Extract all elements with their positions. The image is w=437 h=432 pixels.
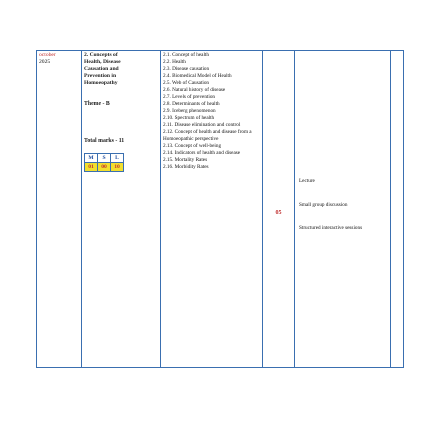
total-marks-label: Total marks - 11 [84,138,125,144]
list-item: 2.8. Determinants of health [163,101,220,107]
msl-value-s: 00 [98,163,111,172]
msl-value-l: 10 [111,163,124,172]
method-structured-sessions: Structured interactive sessions [299,225,363,231]
year-label: 2025 [39,59,51,65]
topic-line: Causation and [84,66,119,72]
list-item: 2.10. Spectrum of health [163,115,215,121]
list-item: 2.2. Health [163,59,186,65]
list-item: 2.1. Concept of health [163,52,209,58]
list-item: 2.6. Natural history of disease [163,87,226,93]
list-item: 2.15. Mortality Rates [163,156,208,163]
blank-cell [391,51,404,368]
theme-label: Theme - B [84,101,110,107]
list-item: 2.9. Iceberg phenomenon [163,108,216,114]
subtopic-list [163,52,260,170]
topic-line: Prevention in [84,73,117,79]
list-item: 2.14. Indicators of health and disease [163,149,241,156]
list-item: 2.7. Levels of prevention [163,94,216,100]
list-item: 2.12. Concept of health and disease from a Homoeopathic perspective [163,129,252,142]
hours-value: 05 [275,210,282,216]
msl-header-l: L [111,154,124,163]
msl-header-m: M [85,154,98,163]
method-lecture: Lecture [299,178,315,184]
msl-value-m: 01 [85,163,98,172]
msl-header-s: S [98,154,111,163]
month-cell [37,51,82,368]
topic-line: Homoeopathy [84,80,118,86]
hours-cell [263,51,295,368]
list-item: 2.16. Morbidity Rates [163,163,209,170]
list-item: 2.11. Disease elimination and control [163,122,241,128]
topic-line: 2. Concepts of [84,52,118,58]
list-item: 2.13. Concept of well-being [163,142,222,149]
topic-line: Health, Disease [84,59,121,65]
methods-cell [295,51,391,368]
msl-marks-table [84,153,124,172]
method-small-group: Small group discussion [299,202,348,208]
table-row [37,51,404,368]
subtopics-cell [161,51,263,368]
topic-cell [82,51,161,368]
list-item: 2.5. Web of Causation [163,80,210,86]
list-item: 2.4. Biomedical Model of Health [163,73,232,79]
month-label: october [39,52,56,58]
curriculum-table [36,50,404,368]
list-item: 2.3. Disease causation [163,66,210,72]
